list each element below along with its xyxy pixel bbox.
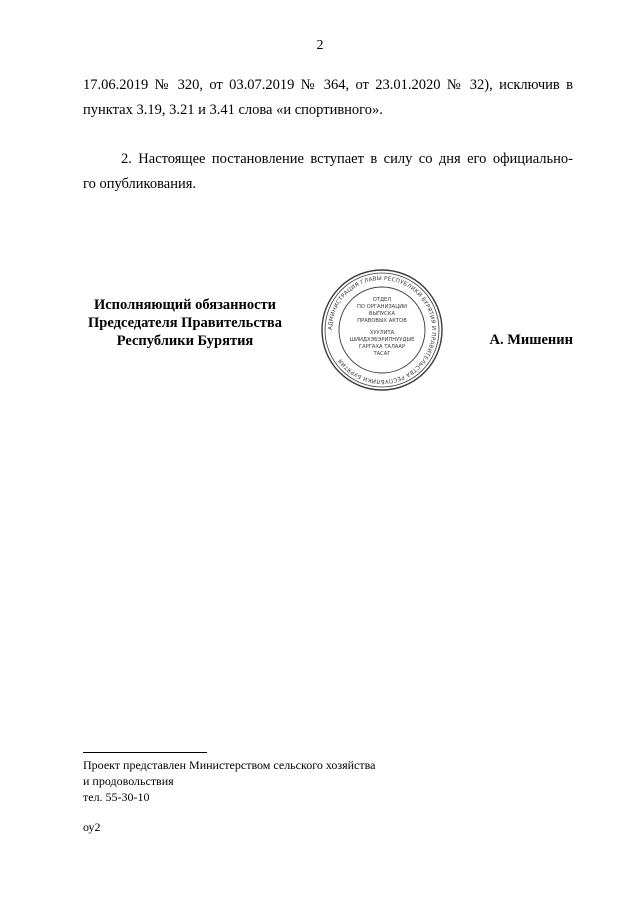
seal-ring-text: АДМИНИСТРАЦИЯ ГЛАВЫ РЕСПУБЛИКИ БУРЯТИЯ И ПРАВИТЕЛЬСТВА РЕСПУБЛИКИ БУРЯТИЯ [327, 275, 437, 385]
seal-center-line: ОТДЕЛ [372, 297, 392, 303]
signer-title-line: Республики Бурятия [116, 333, 254, 349]
paragraph-line: 17.06.2019 № 320, от 03.07.2019 № 364, от 23.01.2020 № 32), исключив в [83, 77, 573, 93]
seal-center-line: ПО ОРГАНИЗАЦИИ [356, 304, 408, 310]
paragraph-line: пунктах 3.19, 3.21 и 3.41 слова «и спортивного». [83, 102, 383, 118]
footnote-line: тел. 55-30-10 [83, 790, 150, 804]
footnote-line: и продовольствия [83, 774, 174, 788]
official-seal-stamp [320, 268, 444, 392]
footnote-line: Проект представлен Министерством сельского хозяйства [83, 758, 376, 772]
paragraph-line: 2. Настоящее постановление вступает в силу со дня его официально- [121, 151, 573, 167]
footnote [83, 757, 483, 805]
document-code: оу2 [83, 820, 101, 834]
seal-center-line: ТАСАГ [373, 351, 391, 357]
signer-title [78, 296, 292, 350]
signer-title-line: Председателя Правительства [88, 315, 282, 331]
seal-center-line: ГАРГАХА ТАЛААР [358, 344, 406, 350]
signer-title-line: Исполняющий обязанности [93, 297, 277, 313]
page-number: 2 [316, 38, 324, 53]
paragraph-continuation [83, 73, 573, 123]
signer-name: А. Мишенин [489, 332, 573, 348]
footnote-divider [83, 752, 207, 753]
seal-center-line: ПРАВОВЫХ АКТОВ [357, 318, 407, 324]
seal-center-line: ВЫПУСКА [368, 311, 396, 317]
paragraph-effective-date [83, 147, 573, 197]
seal-center-line: ХУУЛИТА [369, 330, 395, 336]
seal-center-line: ШИИДХЭБЭРИЛНУУДЫЕ [349, 337, 415, 343]
paragraph-line: го опубликования. [83, 176, 197, 192]
